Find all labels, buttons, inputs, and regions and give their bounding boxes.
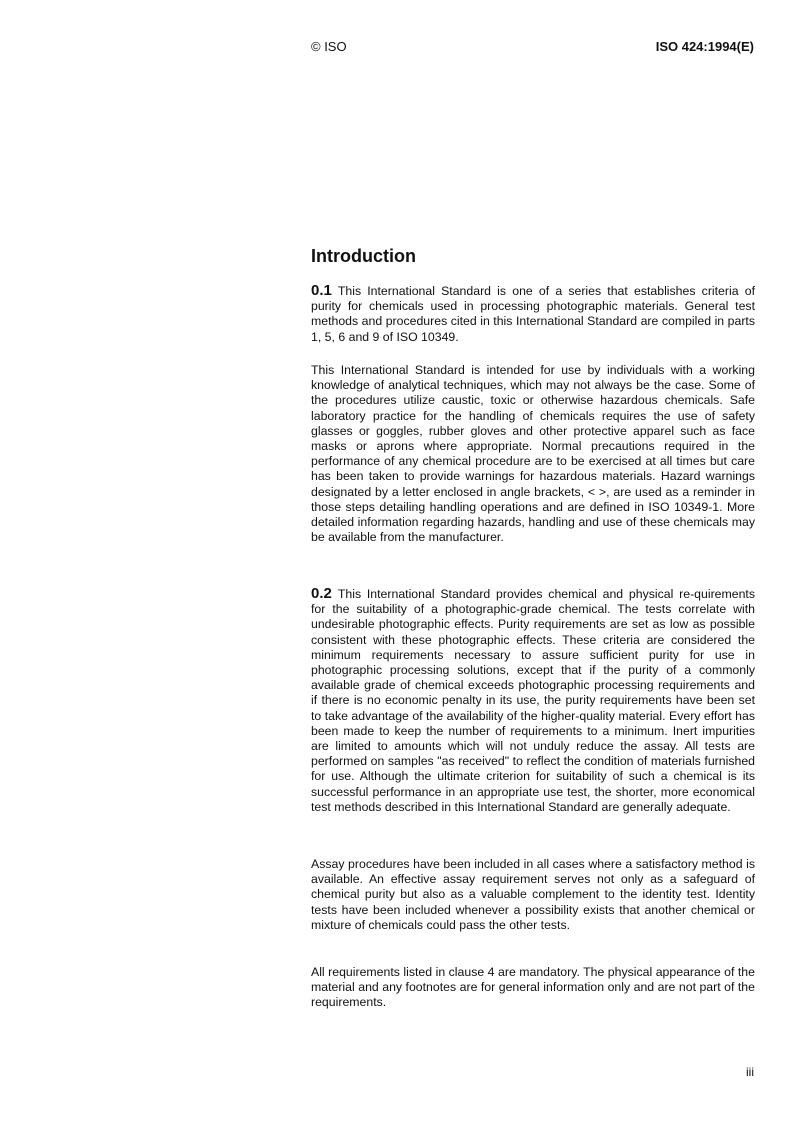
section-0-2-paragraph-1 (311, 586, 755, 815)
copyright-label: © ISO (311, 39, 347, 54)
page-title: Introduction (311, 246, 416, 266)
section-0-2-paragraph-3 (311, 965, 755, 1011)
paragraph-text: All requirements listed in clause 4 are mandatory. The physical appearance of the material and any footnotes are for general information only and are not part of the requirements. (311, 965, 755, 1010)
section-0-2-paragraph-2 (311, 857, 755, 933)
section-number: 0.1 (311, 282, 332, 299)
section-number: 0.2 (311, 585, 332, 602)
section-0-1-paragraph-2 (311, 363, 755, 545)
standard-id: ISO 424:1994(E) (655, 39, 754, 54)
page-number: iii (746, 1065, 754, 1079)
paragraph-text: This International Standard provides chemical and physical re-quirements for the suitability of a photographic-grade chemical. The tests correlate with undesirable photographic effects. Purity requirements are set as low as possible consistent with these photographic effects. These criteria are considered the minimum requirements necessary to assure sufficient purity for use in photographic processing solutions, except that if the purity of a commonly available grade of chemical exceeds photographic processing requirements and if there is no economic penalty in its use, the purity requirements have been set to take advantage of the availability of the higher-quality material. Every effort has been made to keep the number of requirements to a minimum. Inert impurities are limited to amounts which will not unduly reduce the assay. All tests are performed on samples "as received" to reflect the condition of materials furnished for use. Although the ultimate criterion for suitability of such a chemical is its successful performance in an appropriate use test, the shorter, more economical test methods described in this International Standard are generally adequate. (311, 587, 755, 814)
section-0-1-paragraph-1 (311, 283, 755, 345)
paragraph-text: Assay procedures have been included in all cases where a satisfactory method is available. An effective assay requirement serves not only as a safeguard of chemical purity but also as a valuable complement to the identity test. Identity tests have been included whenever a possibility exists that another chemical or mixture of chemicals could pass the other tests. (311, 857, 755, 932)
paragraph-text: This International Standard is one of a series that establishes criteria of purity for chemicals used in processing photographic materials. General test methods and procedures cited in this International Standard are compiled in parts 1, 5, 6 and 9 of ISO 10349. (311, 284, 755, 344)
paragraph-text: This International Standard is intended for use by individuals with a working knowledge of analytical techniques, which may not always be the case. Some of the procedures utilize caustic, toxic or otherwise hazardous chemicals. Safe laboratory practice for the handling of chemicals requires the use of safety glasses or goggles, rubber gloves and other protective apparel such as face masks or aprons where appropriate. Normal precautions required in the performance of any chemical procedure are to be exercised at all times but care has been taken to provide warnings for hazardous materials. Hazard warnings designated by a letter enclosed in angle brackets, < >, are used as a reminder in those steps detailing handling operations and are defined in ISO 10349-1. More detailed information regarding hazards, handling and use of these chemicals may be available from the manufacturer. (311, 363, 755, 545)
